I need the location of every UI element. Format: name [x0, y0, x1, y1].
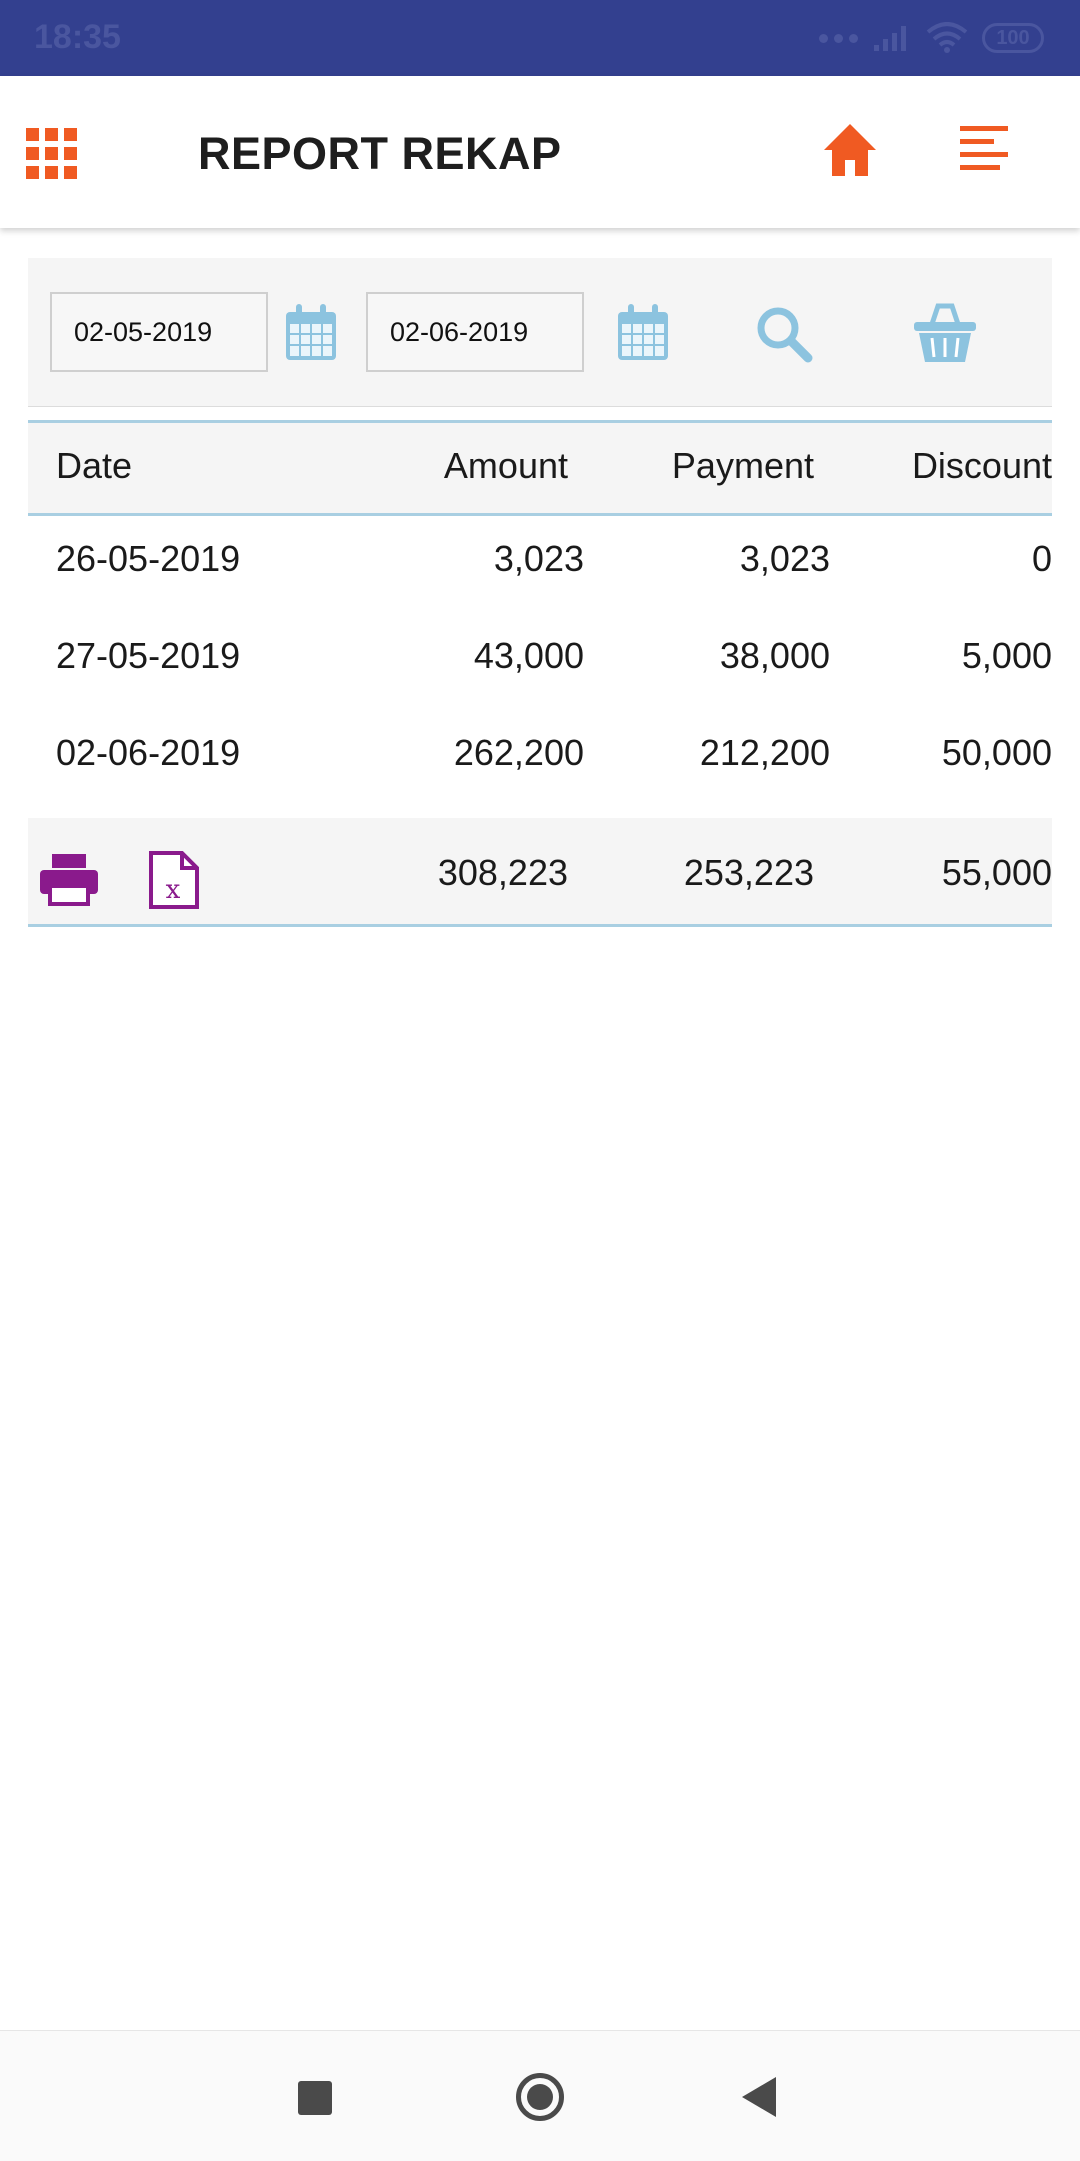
header-amount: Amount — [443, 445, 568, 486]
total-amount: 308,223 — [437, 852, 568, 893]
menu-lines-icon[interactable] — [960, 124, 1008, 174]
svg-text:x: x — [165, 875, 181, 905]
header-date: Date — [56, 445, 133, 486]
header-payment: Payment — [671, 445, 814, 486]
table-totals — [28, 818, 1052, 927]
back-button[interactable] — [742, 2077, 776, 2117]
cell-date: 27-05-2019 — [56, 635, 241, 676]
cell-amount: 262,200 — [453, 732, 584, 773]
page-title: REPORT REKAP — [198, 128, 562, 179]
cell-payment: 38,000 — [719, 635, 830, 676]
printer-icon[interactable] — [40, 854, 98, 906]
calendar-icon[interactable] — [616, 304, 670, 362]
table-header — [28, 420, 1052, 516]
cell-discount: 50,000 — [941, 732, 1052, 773]
cell-discount: 5,000 — [961, 635, 1052, 676]
cell-amount: 3,023 — [493, 538, 584, 579]
report-table — [28, 420, 1052, 807]
signal-icon — [872, 23, 912, 53]
status-bar — [0, 0, 1080, 76]
cell-amount: 43,000 — [473, 635, 584, 676]
app-bar — [0, 76, 1080, 228]
cell-date: 02-06-2019 — [56, 732, 241, 773]
search-icon[interactable] — [754, 304, 814, 364]
header-discount: Discount — [911, 445, 1052, 486]
table-row[interactable] — [28, 613, 1052, 710]
table-row[interactable] — [28, 710, 1052, 807]
status-icons — [819, 18, 1044, 58]
basket-icon[interactable] — [912, 302, 978, 364]
home-icon[interactable] — [822, 122, 878, 178]
filter-bar — [28, 258, 1052, 407]
cell-payment: 3,023 — [739, 538, 830, 579]
system-nav-bar — [0, 2030, 1080, 2161]
total-payment: 253,223 — [683, 852, 814, 893]
cell-date: 26-05-2019 — [56, 538, 241, 579]
cell-payment: 212,200 — [699, 732, 830, 773]
excel-file-icon[interactable] — [148, 850, 200, 910]
calendar-icon[interactable] — [284, 304, 338, 362]
home-nav-button[interactable] — [516, 2073, 564, 2121]
total-discount: 55,000 — [941, 852, 1052, 893]
date-from-input[interactable]: 02-05-2019 — [50, 292, 268, 372]
cell-discount: 0 — [1031, 538, 1052, 579]
table-row[interactable] — [28, 516, 1052, 613]
recents-button[interactable] — [298, 2081, 332, 2115]
more-dots-icon — [819, 34, 858, 43]
date-to-input[interactable]: 02-06-2019 — [366, 292, 584, 372]
apps-grid-icon[interactable] — [26, 128, 78, 180]
status-time: 18:35 — [34, 18, 121, 56]
wifi-icon — [926, 22, 968, 54]
battery-icon: 100 — [982, 23, 1044, 53]
